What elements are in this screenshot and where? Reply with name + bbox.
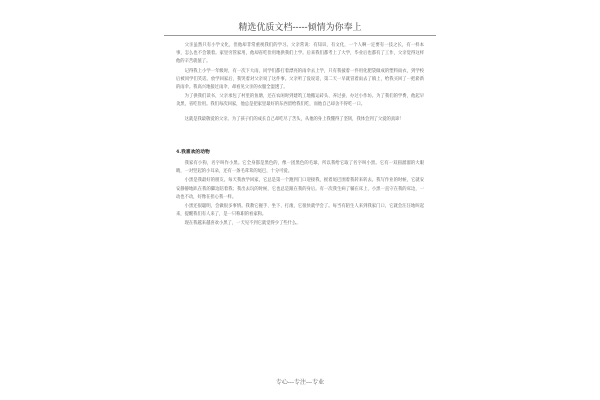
header-divider	[164, 35, 436, 36]
document-body	[176, 42, 424, 362]
section-title: 4.我喜欢的动物	[176, 148, 210, 155]
paragraph: 记得我上小学一年级时，有一次下大雨，同学们都打着漂亮的雨伞去上学，只有我披着一件用化肥袋做成的塑料雨衣，到学校后被同学们笑话。放学回家后，我哭着对父亲说了这件事。父亲听了没说话，第二天一早就冒着雨去了镇上，给我买回了一把崭新的雨伞。我高兴地接过雨伞，却看见父亲的衣服全湿透了。	[176, 68, 424, 91]
paragraph: 这就是我最敬爱的父亲。为了孩子们的成长自己却吃尽了苦头，从他的身上我懂得了坚韧，我体会到了父爱的真谛！	[184, 116, 404, 122]
paragraph: 为了供我们读书，父亲承包了村里的鱼塘，还在农闲时到建筑工地搬运砖头、养过蚕、办过小作坊。为了我们的学费，他起早贪黑，省吃俭用。我们每次回家，他总是把家里最好的东西留给我们吃，而他自己却舍不得吃一口。	[176, 94, 424, 108]
page-footer: 专心---专注---专业	[275, 379, 325, 386]
paragraph: 小黑还很聪明，会做很多事情。我教它握手、坐下、打滚，它很快就学会了。每当有陌生人来到我家门口，它就会汪汪地叫起来，提醒我们有人来了，是一只称职的看家狗。	[176, 204, 424, 218]
paragraph: 我家有小狗，名字叫作小黑。它全身都是黑色的，像一团黑色的毛球，所以我给它取了名字叫小黑。它有一双圆溜溜的大眼睛，一对竖起的小耳朵，还有一条毛茸茸的尾巴，十分可爱。	[176, 161, 424, 175]
paragraph: 小黑是我最好的朋友。每天我放学回家，它总是第一个跑到门口迎接我，摇着尾巴围着我转来转去。我写作业的时候，它就安安静静地趴在我的脚边陪着我；我出去玩的时候，它也总是跟在我的身后。有一次我生病了躺在床上，小黑一直守在我的床边，一动也不动，好像在担心我一样。	[176, 178, 424, 200]
paragraph: 现在我越来越喜欢小黑了，一天见不到它就觉得少了些什么。	[184, 221, 301, 227]
document-page	[150, 8, 450, 392]
paragraph: 父亲虽然只有小学文化，但他却非常重视我们的学习。父亲常说：有知识、有文化，一个人啊一定要有一技之长，有一样本事，怎么也不会饿着。家里穷管家用，他却省吃俭用地供我们上学。后来我们都考上了大学，毕业后也都有了工作，父亲觉得这样他的辛苦就值了。	[176, 43, 424, 65]
page-header-title: 精选优质文档-----倾情为你奉上	[238, 23, 362, 33]
